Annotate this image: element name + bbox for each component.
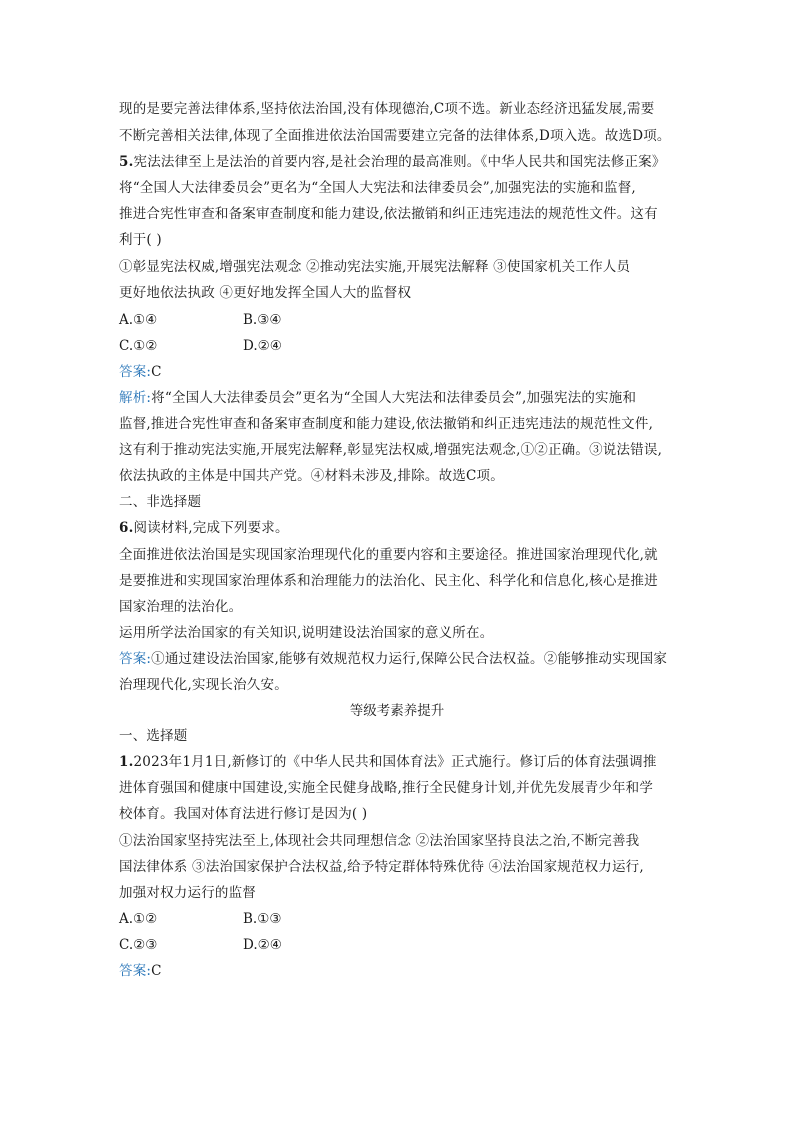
q5-stem-line-1: [119, 149, 666, 175]
section-heading: 等级考素养提升: [349, 703, 445, 719]
q6-material-line-2: 是要推进和实现国家治理体系和治理能力的法治化、民主化、科学化和信息化,核心是推进: [119, 573, 658, 589]
q6-answer-line-2: 治理现代化,实现长治久安。: [119, 677, 288, 693]
q5-stem-line-4: 利于( ): [119, 232, 162, 248]
q1-stem-line-1: [119, 749, 657, 775]
q5-analysis-text-1: 将“全国人大法律委员会”更名为“全国人大宪法和法律委员会”,加强宪法的实施和: [151, 390, 637, 406]
q6-number: 6.: [119, 520, 134, 536]
q1-option-a: A.①②: [119, 911, 158, 927]
q6-answer-label: 答案:: [119, 651, 152, 667]
q5-answer-label: 答案:: [119, 364, 152, 380]
prev-explanation-line-2: 不断完善相关法律,体现了全面推进依法治国需要建立完备的法律体系,D项入选。故选D项。: [119, 128, 671, 144]
q1-answer-label: 答案:: [119, 963, 152, 979]
q1-stem-text-1: 2023年1月1日,新修订的《中华人民共和国体育法》正式施行。修订后的体育法强调推: [133, 754, 657, 770]
q1-items-line-2: 国法律体系 ③法治国家保护合法权益,给予特定群体特殊优待 ④法治国家规范权力运行,: [119, 859, 644, 875]
q1-items-line-1: ①法治国家坚持宪法至上,体现社会共同理想信念 ②法治国家坚持良法之治,不断完善我: [119, 833, 640, 849]
q1-stem-line-3: 校体育。我国对体育法进行修订是因为( ): [119, 806, 368, 822]
q5-analysis-line-4: 依法执政的主体是中国共产党。④材料未涉及,排除。故选C项。: [119, 468, 504, 484]
q1-option-d: D.②④: [243, 937, 282, 953]
q6-task: 运用所学法治国家的有关知识,说明建设法治国家的意义所在。: [119, 625, 494, 641]
q5-stem-line-2: 将“全国人大法律委员会”更名为“全国人大宪法和法律委员会”,加强宪法的实施和监督,: [119, 180, 636, 196]
q5-answer: [119, 359, 162, 385]
q5-items-line-2: 更好地依法执政 ④更好地发挥全国人大的监督权: [119, 285, 412, 301]
section-1-title: 一、选择题: [119, 728, 188, 744]
q5-stem-line-3: 推进合宪性审查和备案审查制度和能力建设,依法撤销和纠正违宪违法的规范性文件。这有: [119, 206, 658, 222]
q5-option-c: C.①②: [119, 338, 158, 354]
q1-option-b: B.①③: [243, 911, 282, 927]
q1-answer-value: C: [151, 963, 162, 979]
q1-number: 1.: [119, 754, 134, 770]
q1-stem-line-2: 进体育强国和健康中国建设,实施全民健身战略,推行全民健身计划,并优先发展青少年和学: [119, 780, 654, 796]
q6-material-line-1: 全面推进依法治国是实现国家治理现代化的重要内容和主要途径。推进国家治理现代化,就: [119, 547, 658, 563]
q5-analysis-line-2: 监督,推进合宪性审查和备案审查制度和能力建设,依法撤销和纠正违宪违法的规范性文件,: [119, 416, 654, 432]
q5-answer-value: C: [151, 364, 162, 380]
q5-items-line-1: ①彰显宪法权威,增强宪法观念 ②推动宪法实施,开展宪法解释 ③使国家机关工作人员: [119, 259, 631, 275]
q5-option-b: B.③④: [243, 312, 282, 328]
q6-material-line-3: 国家治理的法治化。: [119, 599, 243, 615]
q6-stem: [119, 515, 289, 541]
q5-option-a: A.①④: [119, 312, 158, 328]
q1-option-c: C.②③: [119, 937, 158, 953]
q5-stem-text-1: 宪法法律至上是法治的首要内容,是社会治理的最高准则。《中华人民共和国宪法修正案》: [133, 154, 666, 170]
q5-analysis-line-1: [119, 385, 636, 411]
q1-answer: [119, 958, 162, 984]
q1-items-line-3: 加强对权力运行的监督: [119, 885, 256, 901]
q5-number: 5.: [119, 154, 134, 170]
prev-explanation-line-1: 现的是要完善法律体系,坚持依法治国,没有体现德治,C项不选。新业态经济迅猛发展,需要: [119, 101, 655, 117]
q6-answer-line-1: [119, 646, 667, 672]
q6-answer-text-1: ①通过建设法治国家,能够有效规范权力运行,保障公民合法权益。②能够推动实现国家: [151, 651, 668, 667]
q5-option-d: D.②④: [243, 338, 282, 354]
q6-stem-text: 阅读材料,完成下列要求。: [133, 520, 289, 536]
q5-analysis-label: 解析:: [119, 390, 152, 406]
section-2-title: 二、非选择题: [119, 494, 202, 510]
q5-analysis-line-3: 这有利于推动宪法实施,开展宪法解释,彰显宪法权威,增强宪法观念,①②正确。③说法错误,: [119, 442, 663, 458]
